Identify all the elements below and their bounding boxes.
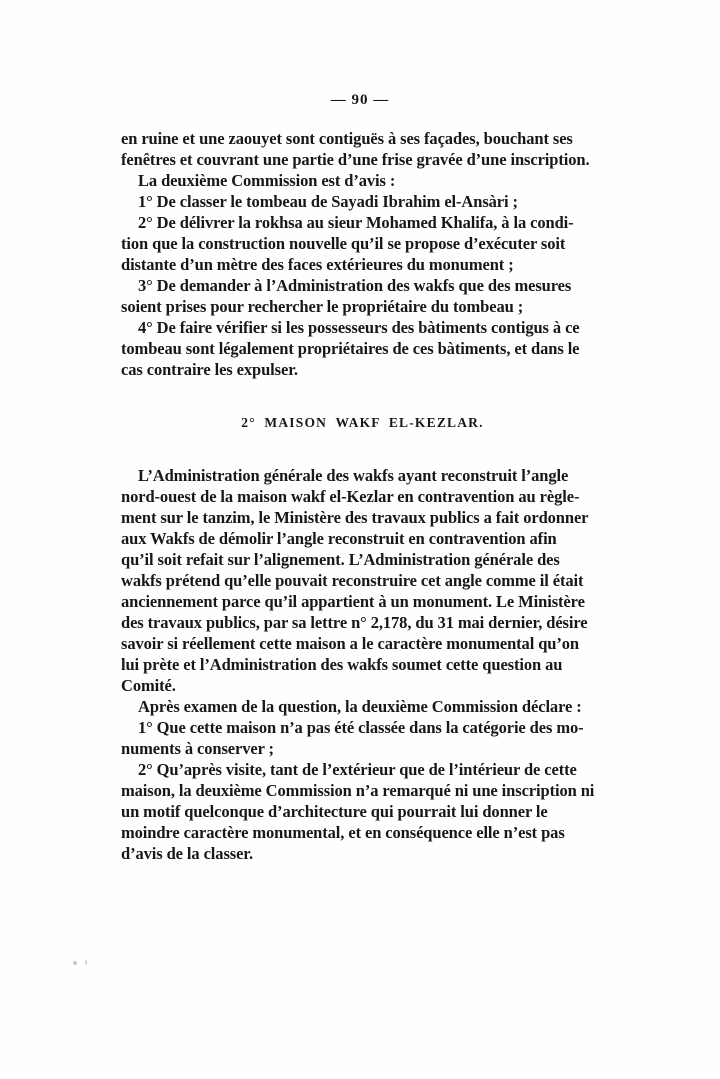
text-line: L’Administration générale des wakfs ayant reconstruit l’angle <box>138 466 569 485</box>
scan-speck <box>73 961 77 965</box>
section-maison-wakf <box>121 465 604 864</box>
text-line: wakfs prétend qu’elle pouvait reconstruire cet angle comme il était <box>121 571 584 590</box>
text-line: d’avis de la classer. <box>121 844 254 863</box>
paragraph <box>121 717 604 759</box>
text-line: 2° De délivrer la rokhsa au sieur Mohamed Khalifa, à la condi- <box>138 213 574 232</box>
text-line: nord-ouest de la maison wakf el-Kezlar en contravention au règle- <box>121 487 580 506</box>
text-line: distante d’un mètre des faces extérieures du monument ; <box>121 255 514 274</box>
text-line: 1° De classer le tombeau de Sayadi Ibrahim el-Ansàri ; <box>138 192 518 211</box>
paragraph <box>121 212 604 275</box>
text-line: Après examen de la question, la deuxième Commission déclare : <box>138 697 582 716</box>
scan-speck <box>85 960 87 965</box>
paragraph <box>121 275 604 317</box>
text-line: un motif quelconque d’architecture qui pourrait lui donner le <box>121 802 548 821</box>
text-line: anciennement parce qu’il appartient à un monument. Le Ministère <box>121 592 585 611</box>
paragraph <box>121 128 604 170</box>
text-line: des travaux publics, par sa lettre n° 2,178, du 31 mai dernier, désire <box>121 613 588 632</box>
text-line: La deuxième Commission est d’avis : <box>138 171 396 190</box>
text-line: cas contraire les expulser. <box>121 360 298 379</box>
text-line: ment sur le tanzim, le Ministère des travaux publics a fait ordonner <box>121 508 589 527</box>
paragraph <box>121 317 604 380</box>
text-line: qu’il soit refait sur l’alignement. L’Administration générale des <box>121 550 560 569</box>
text-line: lui prète et l’Administration des wakfs soumet cette question au <box>121 655 563 674</box>
section-heading: 2° MAISON WAKF EL-KEZLAR. <box>241 415 484 430</box>
text-line: 3° De demander à l’Administration des wakfs que des mesures <box>138 276 572 295</box>
paragraph <box>121 696 604 717</box>
paragraph <box>121 191 604 212</box>
text-line: tombeau sont légalement propriétaires de ces bàtiments, et dans le <box>121 339 580 358</box>
text-line: 1° Que cette maison n’a pas été classée dans la catégorie des mo- <box>138 718 584 737</box>
text-line: tion que la construction nouvelle qu’il se propose d’exécuter soit <box>121 234 566 253</box>
section-avis-tombeau <box>121 128 604 380</box>
text-line: Comité. <box>121 676 176 695</box>
paragraph <box>121 170 604 191</box>
text-line: 2° Qu’après visite, tant de l’extérieur que de l’intérieur de cette <box>138 760 577 779</box>
paragraph <box>121 465 604 696</box>
text-line: aux Wakfs de démolir l’angle reconstruit en contravention afin <box>121 529 557 548</box>
paragraph <box>121 759 604 864</box>
page-number: — 90 — <box>330 92 390 108</box>
text-line: soient prises pour rechercher le propriétaire du tombeau ; <box>121 297 524 316</box>
text-line: maison, la deuxième Commission n’a remarqué ni une inscription ni <box>121 781 595 800</box>
text-line: 4° De faire vérifier si les possesseurs des bàtiments contigus à ce <box>138 318 580 337</box>
text-line: savoir si réellement cette maison a le caractère monumental qu’on <box>121 634 579 653</box>
text-line: moindre caractère monumental, et en conséquence elle n’est pas <box>121 823 565 842</box>
text-line: numents à conserver ; <box>121 739 274 758</box>
text-line: en ruine et une zaouyet sont contiguës à ses façades, bouchant ses <box>121 129 573 148</box>
text-line: fenêtres et couvrant une partie d’une frise gravée d’une inscription. <box>121 150 590 169</box>
